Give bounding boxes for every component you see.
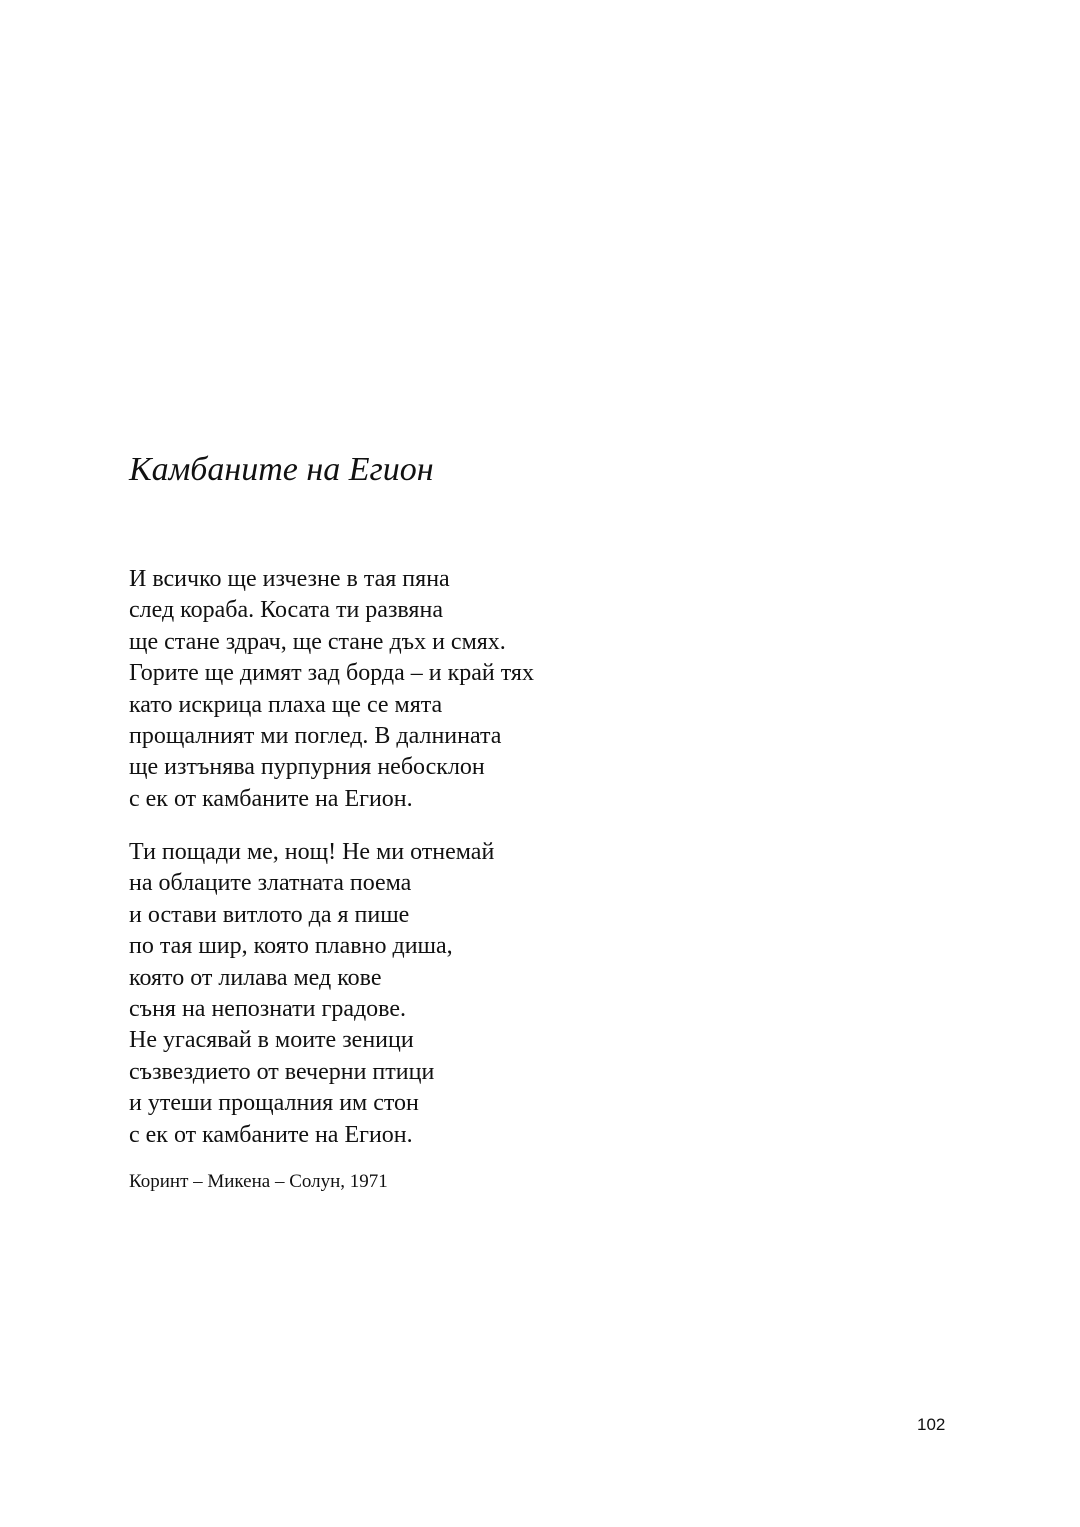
verse-line: след кораба. Косата ти развяна [129, 597, 443, 624]
verse-line: съзвездието от вечерни птици [129, 1058, 435, 1085]
verse-line: по тая шир, която плавно диша, [129, 933, 453, 960]
verse-line: като искрица плаха ще се мята [129, 691, 443, 718]
place-and-date: Коринт – Микена – Солун, 1971 [129, 1171, 388, 1192]
verse-line: ще изтънява пурпурния небосклон [129, 754, 485, 781]
verse-line: Ти пощади ме, нощ! Не ми отнемай [129, 839, 495, 865]
page-number: 102 [917, 1415, 946, 1434]
verse-line: с ек от камбаните на Егион. [129, 1121, 413, 1148]
verse-line: с ек от камбаните на Егион. [129, 785, 413, 812]
stanza-1 [129, 564, 534, 815]
verse-line: която от лилава мед кове [129, 964, 382, 991]
verse-line: И всичко ще изчезне в тая пяна [129, 566, 450, 592]
stanza-2 [129, 837, 494, 1151]
verse-line: прощалният ми поглед. В далнината [129, 723, 502, 750]
verse-line: и остави витлото да я пише [129, 901, 410, 928]
verse-line: и утеши прощалния им стон [129, 1090, 419, 1117]
verse-line: на облаците златната поема [129, 870, 412, 897]
verse-line: ще стане здрач, ще стане дъх и смях. [129, 628, 506, 655]
verse-line: Горите ще димят зад борда – и край тях [129, 660, 534, 687]
poem-title: Камбаните на Егион [129, 451, 434, 488]
verse-line: съня на непознати градове. [129, 996, 407, 1023]
verse-line: Не угасявай в моите зеници [129, 1027, 414, 1054]
